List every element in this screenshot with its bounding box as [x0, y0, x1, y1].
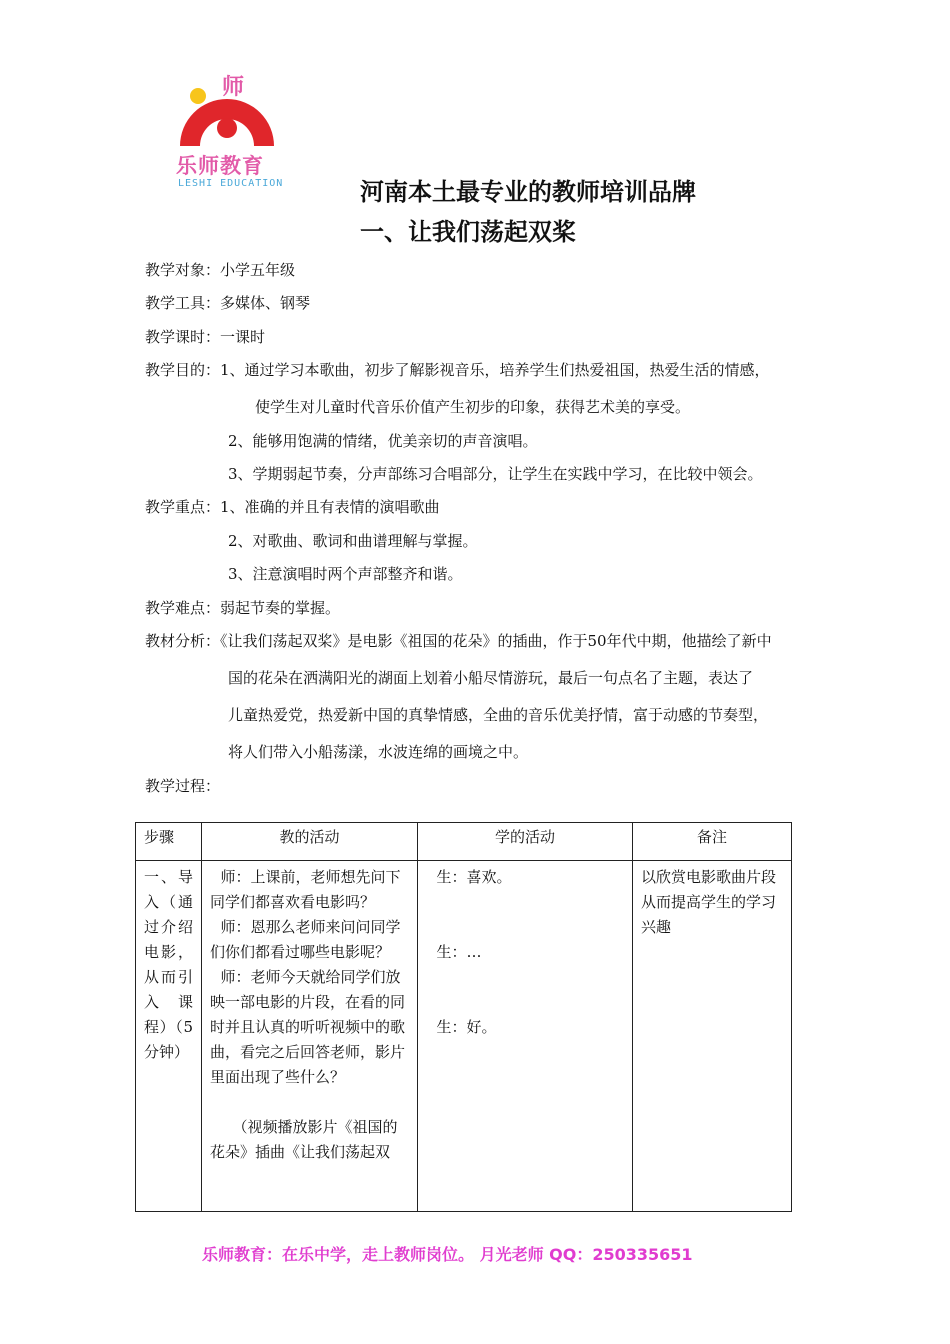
- student-line-3: 生：好。: [436, 1018, 497, 1036]
- info-tools: 教学工具：多媒体、钢琴: [145, 294, 311, 312]
- info-analysis-1: 教材分析：《让我们荡起双桨》是电影《祖国的花朵》的插曲，作于50年代中期，他描绘了新中: [145, 632, 772, 650]
- header-note: 备注: [633, 823, 792, 861]
- logo-yellow-dot: [190, 88, 206, 104]
- info-analysis-3: 儿童热爱党，热爱新中国的真挚情感，全曲的音乐优美抒情，富于动感的节奏型，: [228, 706, 769, 724]
- student-line-1: 生：喜欢。: [436, 868, 512, 886]
- info-key-3: 3、注意演唱时两个声部整齐和谐。: [228, 565, 463, 583]
- info-target: 教学对象：小学五年级: [145, 261, 296, 279]
- info-key-1: 教学重点：1、准确的并且有表情的演唱歌曲: [145, 498, 440, 516]
- info-analysis-4: 将人们带入小船荡漾，水波连绵的画境之中。: [228, 743, 529, 761]
- info-goal-1: 教学目的：1、通过学习本歌曲，初步了解影视音乐，培养学生们热爱祖国，热爱生活的情感，: [145, 361, 770, 379]
- header-teacher: 教的活动: [202, 823, 418, 861]
- header-step: 步骤: [136, 823, 202, 861]
- student-cell: [418, 861, 633, 1212]
- info-difficulty: 教学难点：弱起节奏的掌握。: [145, 599, 341, 617]
- brand-slogan: 河南本土最专业的教师培训品牌: [360, 177, 696, 206]
- footer-banner: 乐师教育：在乐中学，走上教师岗位。 月光老师 QQ：250335651: [202, 1245, 693, 1264]
- teacher-line-4: （视频播放影片《祖国的花朵》插曲《让我们荡起双: [210, 1118, 398, 1161]
- student-line-2: 生：…: [436, 943, 482, 961]
- info-hours: 教学课时：一课时: [145, 328, 266, 346]
- logo-char: 师: [222, 75, 245, 100]
- logo-name: 乐师教育: [176, 154, 264, 178]
- teacher-line-2: 师：恩那么老师来问问同学们你们都看过哪些电影呢？: [210, 918, 401, 961]
- info-goal-1b: 使学生对儿童时代音乐价值产生初步的印象，获得艺术美的享受。: [255, 398, 691, 416]
- info-key-2: 2、对歌曲、歌词和曲谱理解与掌握。: [228, 532, 478, 550]
- page-title: 一、让我们荡起双桨: [360, 217, 576, 246]
- info-process: 教学过程：: [145, 777, 221, 795]
- table-row: [136, 861, 792, 1212]
- teacher-cell: [202, 861, 418, 1212]
- teacher-line-3: 师：老师今天就给同学们放映一部电影的片段，在看的同时并且认真的听听视频中的歌曲，看完之后回答老师，影片里面出现了些什么？: [210, 968, 406, 1086]
- info-analysis-2: 国的花朵在洒满阳光的湖面上划着小船尽情游玩，最后一句点名了主题，表达了: [228, 669, 754, 687]
- note-cell: 以欣赏电影歌曲片段从而提高学生的学习兴趣: [633, 861, 792, 1212]
- lesson-table: [135, 822, 792, 1212]
- table-header-row: [136, 823, 792, 861]
- logo-english: LESHI EDUCATION: [178, 178, 284, 189]
- info-goal-2: 2、能够用饱满的情绪，优美亲切的声音演唱。: [228, 432, 538, 450]
- info-goal-3: 3、学期弱起节奏，分声部练习合唱部分，让学生在实践中学习，在比较中领会。: [228, 465, 763, 483]
- header-student: 学的活动: [418, 823, 633, 861]
- logo-red-head: [217, 118, 237, 138]
- step-cell: 一、导入（通过介绍电影，从而引入课程）（5分钟）: [136, 861, 202, 1212]
- teacher-line-1: 师：上课前，老师想先问下同学们都喜欢看电影吗？: [210, 868, 401, 911]
